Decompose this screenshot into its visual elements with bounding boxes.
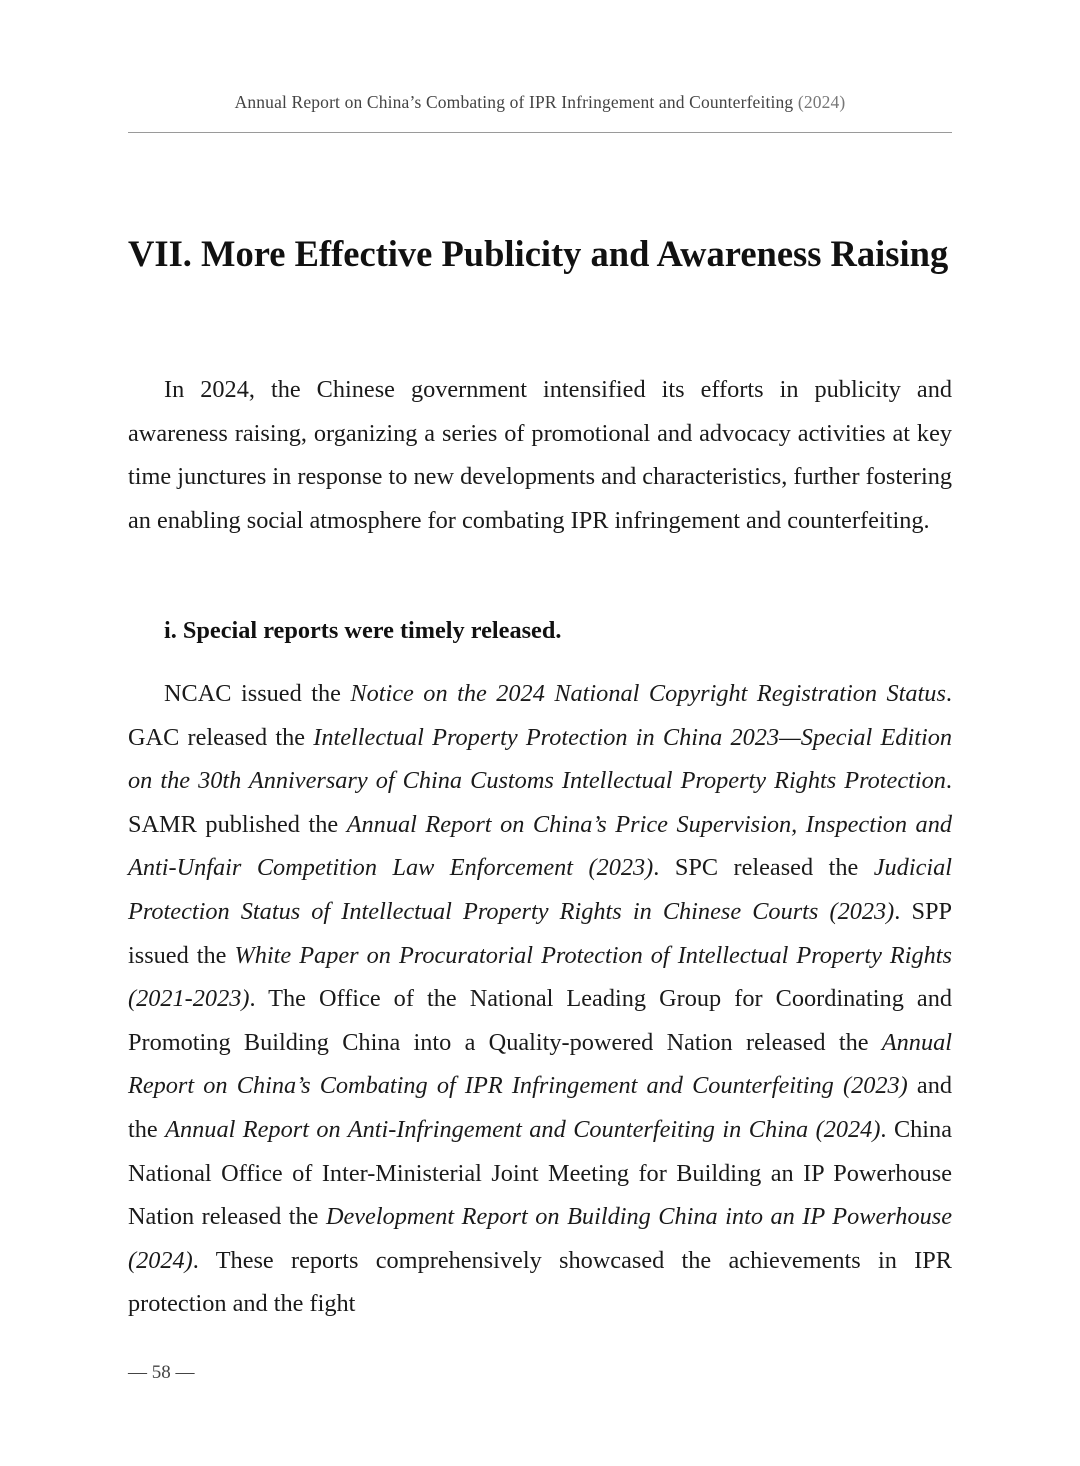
report-title: Annual Report on China’s Price Supervision, Inspection and Anti-Unfair Competition Law Enforcement (2023) [128,810,953,882]
header-divider [128,132,952,133]
paragraph-text: . These reports comprehensively showcased the achievements in IPR protection and the fight [128,1246,952,1318]
report-title: White Paper on Procuratorial Protection of Intellectual Property Rights (2021-2023) [128,941,952,1013]
report-title: Annual Report on China’s Combating of IPR Infringement and Counterfeiting (2023) [128,1028,952,1100]
running-header-year: (2024) [797,92,846,112]
paragraph-text: . GAC released the [128,680,952,751]
report-title: Judicial Protection Status of Intellectual Property Rights in Chinese Courts (2023) [128,854,952,925]
paragraph-text: . The Office of the National Leading Group for Coordinating and Promoting Building China into a Quality-powered Nation released the [128,985,952,1056]
chapter-title: VII. More Effective Publicity and Awareness Raising [128,233,949,274]
report-title: Annual Report on Anti-Infringement and Counterfeiting in China (2024) [165,1115,881,1143]
running-header-title: Annual Report on China’s Combating of IPR Infringement and Counterfeiting [234,92,794,112]
report-title: Notice on the 2024 National Copyright Registration Status [350,680,946,707]
paragraph-text: . China National Office of Inter-Ministerial Joint Meeting for Building an IP Powerhouse Nation released the [128,1115,952,1231]
report-title: Development Report on Building China into an IP Powerhouse (2024) [128,1203,952,1274]
page-number: — 58 — [128,1362,195,1383]
paragraph-text: . SPC released the [653,854,874,882]
report-title: Intellectual Property Protection in China 2023—Special Edition on the 30th Anniversary of China Customs Intellectual Property Rights Protection [128,723,952,795]
paragraph-text: . SPP issued the [128,897,953,969]
running-header [128,92,952,113]
paragraph-text: NCAC issued the [164,680,351,707]
reports-paragraph [128,672,952,1326]
paragraph-text: and the [128,1072,953,1143]
intro-paragraph: In 2024, the Chinese government intensified its efforts in publicity and awareness raising, organizing a series of promotional and advocacy activities at key time junctures in response to new developments and characteristics, further fostering an enabling social atmosphere for combating IPR infringement and counterfeiting. [128,376,952,534]
section-heading: i. Special reports were timely released. [164,617,562,644]
paragraph-text: . SAMR published the [128,767,952,838]
